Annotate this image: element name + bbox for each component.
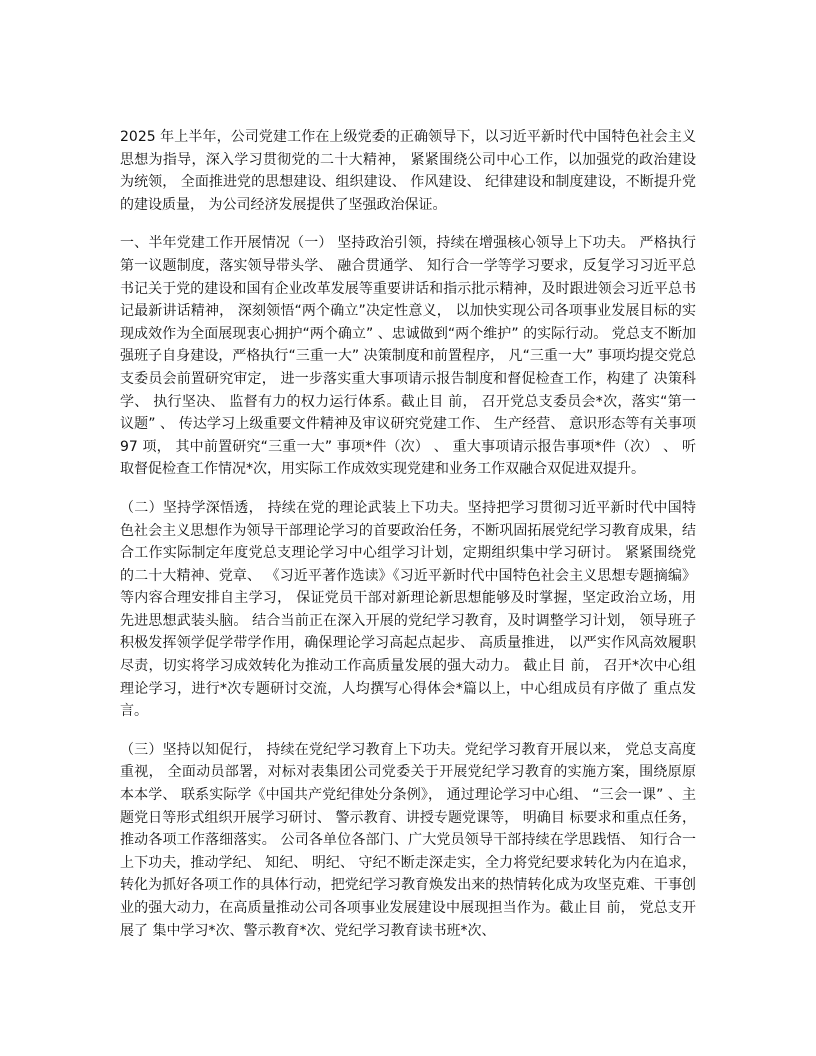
paragraph-section-1: 一、半年党建工作开展情况（一） 坚持政治引领，持续在增强核心领导上下功夫。 严格执行第一议题制度，落实领导带头学、 融合贯通学、 知行合一学等学习要求，反复学习习近平总书记关于党的建设和国有企业改革发展等重要讲话和指示批示精神，及时跟进领会习近平总书记最新讲话精神， 深刻领悟“两个确立”决定性意义， 以加快实现公司各项事业发展目标的实现成效作为全面展现衷心拥护“两个确立” 、忠诚做到“两个维护” 的实际行动。 党总支不断加强班子自身建设，严格执行“三重一大” 决策制度和前置程序， 凡“三重一大” 事项均提交党总支委员会前置研究审定， 进一步落实重大事项请示报告制度和督促检查工作，构建了 决策科学、 执行坚决、 监督有力的权力运行体系。截止目 前， 召开党总支委员会*次，落实“第一议题” 、 传达学习上级重要文件精神及审议研究党建工作、 生产经营、 意识形态等有关事项 97 项， 其中前置研究“三重一大” 事项*件（次） 、 重大事项请示报告事项*件（次） 、 听取督促检查工作情况*次，用实际工作成效实现党建和业务工作双融合双促进双提升。	[120, 235, 696, 478]
document-page	[120, 126, 696, 958]
paragraph-intro: 2025 年上半年，公司党建工作在上级党委的正确领导下，以习近平新时代中国特色社会主义思想为指导，深入学习贯彻党的二十大精神， 紧紧围绕公司中心工作，以加强党的政治建设为统领， 全面推进党的思想建设、组织建设、 作风建设、 纪律建设和制度建设，不断提升党的建设质量， 为公司经济发展提供了坚强政治保证。	[120, 129, 696, 213]
paragraph-section-3: （三）坚持以知促行， 持续在党纪学习教育上下功夫。党纪学习教育开展以来， 党总支高度重视， 全面动员部署，对标对表集团公司党委关于开展党纪学习教育的实施方案，围绕原原本本学、 联系实际学《中国共产党纪律处分条例》， 通过理论学习中心组、 “三会一课” 、主题党日等形式组织开展学习研讨、 警示教育、讲授专题党课等， 明确目 标要求和重点任务，推动各项工作落细落实。 公司各单位各部门、广大党员领导干部持续在学思践悟、 知行合一上下功夫，推动学纪、 知纪、 明纪、 守纪不断走深走实，全力将党纪要求转化为内在追求， 转化为抓好各项工作的具体行动，把党纪学习教育焕发出来的热情转化成为攻坚克难、干事创业的强大动力，在高质量推动公司各项事业发展建设中展现担当作为。截止目 前， 党总支开展了 集中学习*次、警示教育*次、党纪学习教育读书班*次、	[120, 741, 696, 939]
paragraph-section-2: （二）坚持学深悟透， 持续在党的理论武装上下功夫。坚持把学习贯彻习近平新时代中国特色社会主义思想作为领导干部理论学习的首要政治任务，不断巩固拓展党纪学习教育成果，结合工作实际制定年度党总支理论学习中心组学习计划，定期组织集中学习研讨。 紧紧围绕党的二十大精神、党章、 《习近平著作选读》《习近平新时代中国特色社会主义思想专题摘编》等内容合理安排自主学习， 保证党员干部对新理论新思想能够及时掌握，坚定政治立场，用先进思想武装头脑。 结合当前正在深入开展的党纪学习教育，及时调整学习计划， 领导班子积极发挥领学促学带学作用，确保理论学习高起点起步、 高质量推进， 以严实作风高效履职尽责，切实将学习成效转化为推动工作高质量发展的强大动力。 截止目 前， 召开*次中心组理论学习，进行*次专题研讨交流，人均撰写心得体会*篇以上，中心组成员有序做了 重点发言。	[120, 499, 696, 720]
